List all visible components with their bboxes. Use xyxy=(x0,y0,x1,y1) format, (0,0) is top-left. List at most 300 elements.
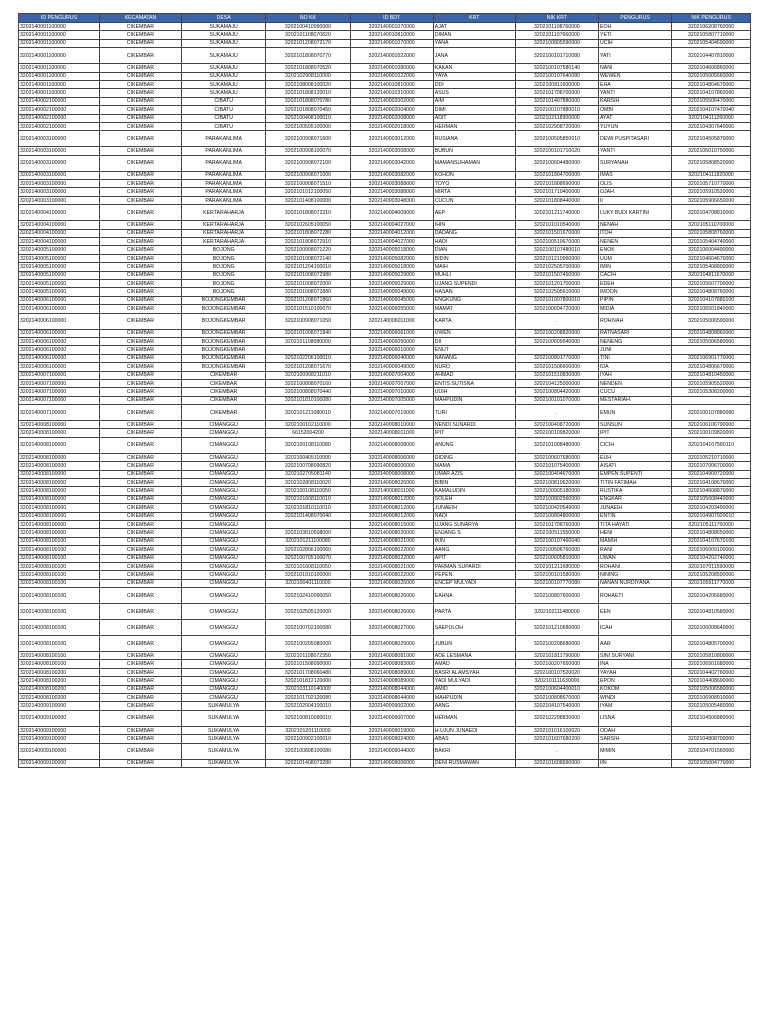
cell-no-kk: 3202101008072980 xyxy=(266,271,350,279)
cell-id-bdt: 3202140003008000 xyxy=(350,147,433,155)
cell-kecamatan: CIKEMBAR xyxy=(99,554,181,562)
cell-desa: CIMANGGU xyxy=(182,437,266,453)
cell-nik-pengurus: 3202104203490000 xyxy=(672,504,751,512)
cell-pengurus: YUYUN xyxy=(598,122,671,130)
cell-pengurus: LUKY BUDI KARTINI xyxy=(598,205,671,221)
cell-id-bdt: 3202140005082000 xyxy=(350,254,433,262)
table-row xyxy=(19,405,751,421)
cell-krt: MAMANSUHAMAN xyxy=(433,155,515,171)
cell-id-pengurus: 3202140008100000 xyxy=(19,479,100,487)
pengurus-table xyxy=(18,13,751,768)
cell-nik-pengurus: 3202105308200000 xyxy=(672,388,751,396)
cell-nik-pengurus: 3202104506880000 xyxy=(672,710,751,726)
table-row xyxy=(19,429,751,437)
cell-desa: BOJONG xyxy=(182,271,266,279)
table-row xyxy=(19,122,751,130)
cell-krt: JUNAEIH xyxy=(433,504,515,512)
cell-nik-krt: 3202100107770080 xyxy=(515,579,598,587)
cell-id-pengurus: 3202140003100000 xyxy=(19,171,100,179)
cell-id-pengurus: 3202140008100100 xyxy=(19,562,100,570)
cell-no-kk: 3202100908100070 xyxy=(266,147,350,155)
cell-nik-pengurus: 3202105005480000 xyxy=(672,702,751,710)
cell-nik-krt: 3202100804800000 xyxy=(515,512,598,520)
table-row xyxy=(19,89,751,97)
cell-krt: HADI xyxy=(433,238,515,246)
cell-id-pengurus: 3202140008100000 xyxy=(19,437,100,453)
cell-krt: UJANG SUPENDI xyxy=(433,279,515,287)
cell-no-kk: 3202100708090820 xyxy=(266,462,350,470)
cell-id-bdt: 3202140008006000 xyxy=(350,453,433,461)
cell-id-pengurus: 3202140002100000 xyxy=(19,114,100,122)
cell-no-kk: 3202102908110000 xyxy=(266,72,350,80)
cell-id-pengurus: 3202140008100000 xyxy=(19,529,100,537)
cell-no-kk: 3202100808100080 xyxy=(266,743,350,759)
cell-id-bdt: 3202140007010000 xyxy=(350,388,433,396)
cell-kecamatan: CIKEMBAR xyxy=(99,39,181,47)
table-row xyxy=(19,363,751,371)
cell-krt: ENUT xyxy=(433,346,515,354)
table-row xyxy=(19,106,751,114)
cell-desa: BOJONG xyxy=(182,288,266,296)
cell-krt: ENGKUNG xyxy=(433,296,515,304)
cell-id-bdt: 3202140010310000 xyxy=(350,89,433,97)
cell-kecamatan: CIKEMBAR xyxy=(99,329,181,337)
cell-id-pengurus: 3202140008100100 xyxy=(19,620,100,636)
cell-nik-krt: 3202100604400010 xyxy=(515,685,598,693)
cell-pengurus: AAR xyxy=(598,636,671,652)
cell-no-kk: 3202101408072280 xyxy=(266,759,350,767)
cell-id-pengurus: 3202140006100000 xyxy=(19,354,100,362)
cell-kecamatan: CIKEMBAR xyxy=(99,238,181,246)
cell-nik-pengurus: 3202106501680000 xyxy=(672,660,751,668)
cell-id-bdt: 3202140007007000 xyxy=(350,379,433,387)
cell-krt: EAHNA xyxy=(433,588,515,604)
cell-krt: NANANG xyxy=(433,354,515,362)
cell-nik-pengurus: 3202104805700000 xyxy=(672,636,751,652)
cell-desa: SUKAMAJU xyxy=(182,80,266,88)
cell-nik-krt: 3202100107580140 xyxy=(515,64,598,72)
table-row xyxy=(19,39,751,47)
cell-nik-pengurus: 3202106208760000 xyxy=(672,23,751,31)
cell-id-pengurus: 3202140008100200 xyxy=(19,677,100,685)
cell-nik-pengurus: 3202105506470000 xyxy=(672,97,751,105)
cell-nik-pengurus: 3202105608440000 xyxy=(672,495,751,503)
cell-no-kk: 3202100705100070 xyxy=(266,554,350,562)
cell-pengurus: NANI xyxy=(598,64,671,72)
cell-pengurus: II xyxy=(598,196,671,204)
table-row xyxy=(19,620,751,636)
cell-desa: CIMANGGU xyxy=(182,652,266,660)
cell-kecamatan: CIKEMBAR xyxy=(99,453,181,461)
cell-krt: MAMAT xyxy=(433,305,515,313)
cell-krt: HASAN xyxy=(433,288,515,296)
cell-nik-pengurus: 3202104909720000 xyxy=(672,470,751,478)
cell-no-kk: 3202100908072100 xyxy=(266,155,350,171)
cell-id-bdt: 3202140002018000 xyxy=(350,122,433,130)
cell-desa: SUKAMAJU xyxy=(182,64,266,72)
cell-no-kk: 3202100410090000 xyxy=(266,23,350,31)
cell-nik-krt: 3202101608690000 xyxy=(515,759,598,767)
cell-krt: AANG xyxy=(433,546,515,554)
header-row xyxy=(19,14,751,23)
cell-nik-pengurus: 3202104206680000 xyxy=(672,588,751,604)
table-row xyxy=(19,305,751,313)
cell-pengurus: CACIH xyxy=(598,271,671,279)
cell-kecamatan: CIKEMBAR xyxy=(99,48,181,64)
cell-kecamatan: CIKEMBAR xyxy=(99,546,181,554)
cell-id-pengurus: 3202140008100100 xyxy=(19,588,100,604)
cell-id-pengurus: 3202140001100000 xyxy=(19,39,100,47)
cell-pengurus: HENI xyxy=(598,529,671,537)
cell-kecamatan: CIKEMBAR xyxy=(99,246,181,254)
cell-id-pengurus: 3202140002100000 xyxy=(19,97,100,105)
cell-kecamatan: CIKEMBAR xyxy=(99,337,181,345)
cell-pengurus: YAYAH xyxy=(598,668,671,676)
cell-nik-pengurus: 3202104202740000 xyxy=(672,554,751,562)
cell-desa: CIMANGGU xyxy=(182,685,266,693)
table-row xyxy=(19,263,751,271)
cell-desa: BOJONGKEMBAR xyxy=(182,337,266,345)
cell-id-pengurus: 3202140009100000 xyxy=(19,702,100,710)
cell-nik-krt: 3202100609540000 xyxy=(515,337,598,345)
cell-no-kk: 3202101008072000 xyxy=(266,279,350,287)
cell-id-pengurus: 3202140008100000 xyxy=(19,470,100,478)
cell-nik-pengurus: 3202105210710000 xyxy=(672,453,751,461)
cell-id-bdt: 3202140008029000 xyxy=(350,636,433,652)
table-row xyxy=(19,48,751,64)
cell-id-pengurus: 3202140008100000 xyxy=(19,504,100,512)
table-row xyxy=(19,421,751,429)
cell-no-kk: 3202101808120010 xyxy=(266,89,350,97)
cell-id-bdt: 3202140001022000 xyxy=(350,72,433,80)
cell-nik-pengurus xyxy=(672,396,751,404)
cell-nik-krt: 3202100810620000 xyxy=(515,479,598,487)
cell-id-bdt: 3202140003048000 xyxy=(350,196,433,204)
cell-no-kk: 3202101211100080 xyxy=(266,537,350,545)
cell-nik-pengurus: 3202104808700000 xyxy=(672,735,751,743)
cell-nik-krt: 3202100607680000 xyxy=(515,453,598,461)
cell-desa: CIMANGGU xyxy=(182,546,266,554)
table-row xyxy=(19,685,751,693)
cell-no-kk: 3202102505120000 xyxy=(266,604,350,620)
cell-desa: CIMANGGU xyxy=(182,470,266,478)
cell-nik-krt: 3202102111480000 xyxy=(515,604,598,620)
table-row xyxy=(19,479,751,487)
cell-kecamatan: CIKEMBAR xyxy=(99,288,181,296)
cell-no-kk: 3202101408070040 xyxy=(266,512,350,520)
cell-no-kk: 3202100808070160 xyxy=(266,379,350,387)
cell-pengurus: TITIN FATIMAH xyxy=(598,479,671,487)
cell-no-kk: 3202108008100020 xyxy=(266,80,350,88)
cell-pengurus: KOKOM xyxy=(598,685,671,693)
cell-pengurus: MIMIN xyxy=(598,743,671,759)
cell-desa: CIMANGGU xyxy=(182,668,266,676)
cell-nik-pengurus: 3202100109820000 xyxy=(672,429,751,437)
cell-desa: CIMANGGU xyxy=(182,453,266,461)
cell-nik-pengurus: 3202105810800000 xyxy=(672,652,751,660)
cell-id-bdt: 3202140008011000 xyxy=(350,429,433,437)
cell-nik-krt: 3202101007800010 xyxy=(515,296,598,304)
cell-id-bdt: 3202140008026000 xyxy=(350,588,433,604)
cell-krt: UWEN xyxy=(433,329,515,337)
cell-nik-pengurus: 3202106008640000 xyxy=(672,620,751,636)
cell-id-bdt: 3202140007004000 xyxy=(350,371,433,379)
cell-desa: CIMANGGU xyxy=(182,620,266,636)
cell-krt: DIDING xyxy=(433,453,515,461)
cell-desa: SUKAMULYA xyxy=(182,710,266,726)
cell-nik-krt: 3202101808690000 xyxy=(515,180,598,188)
cell-no-kk: 3202103110140000 xyxy=(266,685,350,693)
cell-id-pengurus: 3202140004100000 xyxy=(19,238,100,246)
cell-id-bdt: 3202140003082000 xyxy=(350,171,433,179)
cell-id-bdt: 3202140010810000 xyxy=(350,80,433,88)
cell-id-pengurus: 3202140005100000 xyxy=(19,246,100,254)
cell-id-pengurus: 3202140001100000 xyxy=(19,48,100,64)
table-row xyxy=(19,668,751,676)
cell-nik-krt: 3202100408720000 xyxy=(515,421,598,429)
cell-id-bdt: 3202140008022000 xyxy=(350,546,433,554)
cell-pengurus: IMIN xyxy=(598,263,671,271)
cell-krt: MAHPUDIN xyxy=(433,694,515,702)
cell-id-bdt: 3202140008011000 xyxy=(350,487,433,495)
cell-kecamatan: CIKEMBAR xyxy=(99,23,181,31)
cell-nik-krt: 3202102208830000 xyxy=(515,710,598,726)
cell-pengurus: IYAM xyxy=(598,702,671,710)
cell-kecamatan: CIKEMBAR xyxy=(99,155,181,171)
cell-kecamatan: CIKEMBAR xyxy=(99,379,181,387)
cell-nik-pengurus: 3202105906650000 xyxy=(672,196,751,204)
cell-kecamatan: CIKEMBAR xyxy=(99,759,181,767)
cell-desa: SUKAMAJU xyxy=(182,48,266,64)
cell-desa: CIMANGGU xyxy=(182,660,266,668)
cell-kecamatan: CIKEMBAR xyxy=(99,363,181,371)
cell-pengurus: WEWEN xyxy=(598,72,671,80)
cell-krt: ENJANG S xyxy=(433,529,515,537)
cell-pengurus: ENOK xyxy=(598,246,671,254)
cell-krt: ADE LESMANA xyxy=(433,652,515,660)
cell-desa: BOJONG xyxy=(182,263,266,271)
cell-id-bdt: 3202140008008000 xyxy=(350,470,433,478)
cell-id-bdt: 3202140006055000 xyxy=(350,305,433,313)
table-row xyxy=(19,114,751,122)
cell-no-kk: 3202101808072910 xyxy=(266,238,350,246)
cell-nik-krt: 3202100404670000 xyxy=(515,470,598,478)
cell-no-kk: 3202100908071000 xyxy=(266,171,350,179)
cell-no-kk: 3202100505100000 xyxy=(266,122,350,130)
cell-nik-pengurus: 3202104307640000 xyxy=(672,122,751,130)
cell-id-pengurus: 3202140009100000 xyxy=(19,735,100,743)
table-row xyxy=(19,337,751,345)
cell-nik-pengurus: 3202104107880100 xyxy=(672,296,751,304)
cell-pengurus: EMUN xyxy=(598,405,671,421)
cell-nik-pengurus: 3202104804670000 xyxy=(672,80,751,88)
cell-id-bdt: 3202140002002000 xyxy=(350,97,433,105)
cell-desa: BOJONGKEMBAR xyxy=(182,354,266,362)
cell-id-pengurus: 3202140008100100 xyxy=(19,554,100,562)
cell-nik-pengurus: 3202104107580110 xyxy=(672,437,751,453)
cell-id-pengurus: 3202140005100000 xyxy=(19,279,100,287)
table-row xyxy=(19,726,751,734)
cell-id-bdt: 3202140008044000 xyxy=(350,685,433,693)
header-kecamatan: KECAMATAN xyxy=(99,14,181,23)
cell-id-bdt: 3202140005029000 xyxy=(350,271,433,279)
table-row xyxy=(19,702,751,710)
data-sheet xyxy=(18,13,751,768)
cell-nik-krt: 3202100807600000 xyxy=(515,588,598,604)
cell-id-bdt: 3202140001080000 xyxy=(350,64,433,72)
cell-kecamatan: CIKEMBAR xyxy=(99,660,181,668)
cell-id-bdt: 3202140006049000 xyxy=(350,363,433,371)
cell-id-bdt: 3202140003088000 xyxy=(350,188,433,196)
cell-nik-krt: 3202100107480010 xyxy=(515,246,598,254)
cell-no-kk: 3202101910100000 xyxy=(266,571,350,579)
cell-desa: CIBATU xyxy=(182,122,266,130)
cell-krt: PEPEN xyxy=(433,571,515,579)
cell-pengurus: NENAH xyxy=(598,221,671,229)
cell-id-pengurus: 3202140004100000 xyxy=(19,221,100,229)
cell-nik-pengurus: 3202104111260000 xyxy=(672,114,751,122)
cell-desa: CIMANGGU xyxy=(182,604,266,620)
cell-krt: APIT xyxy=(433,554,515,562)
cell-nik-krt: 3202101008480000 xyxy=(515,437,598,453)
cell-no-kk: 3202101808070780 xyxy=(266,97,350,105)
table-row xyxy=(19,652,751,660)
cell-krt: H.UJUN JUNAEDI xyxy=(433,726,515,734)
cell-pengurus: YETI xyxy=(598,31,671,39)
cell-nik-pengurus: 3202104810580000 xyxy=(672,604,751,620)
cell-nik-krt: 3202101708700000 xyxy=(515,89,598,97)
cell-no-kk xyxy=(266,346,350,354)
cell-desa: BOJONGKEMBAR xyxy=(182,329,266,337)
cell-id-bdt: 3202140008083000 xyxy=(350,660,433,668)
cell-pengurus: MESTARIAH xyxy=(598,396,671,404)
cell-id-pengurus: 3202140001100000 xyxy=(19,64,100,72)
cell-krt: AJAT xyxy=(433,23,515,31)
cell-id-pengurus: 3202140001100000 xyxy=(19,80,100,88)
table-row xyxy=(19,205,751,221)
cell-id-pengurus: 3202140003100000 xyxy=(19,147,100,155)
cell-nik-pengurus: 3202104107670100 xyxy=(672,537,751,545)
cell-desa: CIMANGGU xyxy=(182,421,266,429)
table-row xyxy=(19,379,751,387)
cell-id-pengurus: 3202140005100000 xyxy=(19,263,100,271)
cell-no-kk: 3202102605100050 xyxy=(266,221,350,229)
cell-desa: CIMANGGU xyxy=(182,554,266,562)
cell-no-kk: 3202101208072170 xyxy=(266,39,350,47)
cell-desa: BOJONGKEMBAR xyxy=(182,313,266,329)
cell-nik-pengurus: 3202104808760000 xyxy=(672,288,751,296)
cell-pengurus: JUNI xyxy=(598,346,671,354)
cell-id-pengurus: 3202140008100000 xyxy=(19,520,100,528)
cell-nik-krt: 3202101201700000 xyxy=(515,279,598,287)
table-row xyxy=(19,396,751,404)
table-row xyxy=(19,23,751,31)
cell-nik-krt: 3202100804420000 xyxy=(515,388,598,396)
cell-desa: SUKAMULYA xyxy=(182,743,266,759)
cell-no-kk: 3202100401110000 xyxy=(266,579,350,587)
cell-nik-krt: 3202101507450000 xyxy=(515,271,598,279)
cell-kecamatan: CIKEMBAR xyxy=(99,263,181,271)
cell-krt: RUSIANA xyxy=(433,131,515,147)
cell-id-bdt: 3202140008012000 xyxy=(350,512,433,520)
cell-nik-pengurus: 3202104811670000 xyxy=(672,271,751,279)
cell-krt: ENCEP MULYADI xyxy=(433,579,515,587)
cell-nik-krt: 3202100802560000 xyxy=(515,495,598,503)
cell-no-kk: 3202101810100080 xyxy=(266,396,350,404)
cell-nik-krt: 3202101607680200 xyxy=(515,735,598,743)
cell-id-bdt: 3202140005018000 xyxy=(350,263,433,271)
table-row xyxy=(19,254,751,262)
cell-id-bdt: 3202140004012000 xyxy=(350,229,433,237)
cell-krt: AIM xyxy=(433,97,515,105)
cell-kecamatan: CIKEMBAR xyxy=(99,702,181,710)
cell-pengurus: ROHIVAH xyxy=(598,313,671,329)
table-row xyxy=(19,196,751,204)
cell-nik-pengurus: 3202104408690000 xyxy=(672,677,751,685)
cell-kecamatan: CIKEMBAR xyxy=(99,205,181,221)
cell-pengurus: LISNA xyxy=(598,710,671,726)
cell-no-kk: 3202101008072880 xyxy=(266,288,350,296)
cell-pengurus: ROHANI xyxy=(598,562,671,570)
cell-nik-pengurus: 3202105808760000 xyxy=(672,229,751,237)
cell-id-bdt: 3202140008010000 xyxy=(350,421,433,429)
cell-pengurus: EPON xyxy=(598,677,671,685)
cell-id-pengurus: 3202140008100200 xyxy=(19,668,100,676)
cell-nik-krt: . xyxy=(515,743,598,759)
table-row xyxy=(19,72,751,80)
cell-kecamatan: CIKEMBAR xyxy=(99,346,181,354)
cell-nik-krt: 3202100107880010 xyxy=(515,106,598,114)
cell-no-kk: 3202102004100010 xyxy=(266,702,350,710)
cell-krt: KAMALUDIN xyxy=(433,487,515,495)
cell-no-kk: 3202101408100000 xyxy=(266,196,350,204)
cell-krt: DADANG xyxy=(433,229,515,237)
cell-krt: SOLEH xyxy=(433,495,515,503)
cell-krt: ASUS xyxy=(433,89,515,97)
cell-nik-pengurus: 3202104810450000 xyxy=(672,371,751,379)
cell-nik-pengurus: 3202104608870000 xyxy=(672,487,751,495)
table-row xyxy=(19,636,751,652)
cell-kecamatan: CIKEMBAR xyxy=(99,710,181,726)
cell-krt: DIMAN xyxy=(433,31,515,39)
cell-krt: NADI xyxy=(433,512,515,520)
cell-nik-pengurus: 3202105004770000 xyxy=(672,759,751,767)
cell-pengurus: ENTIN xyxy=(598,512,671,520)
cell-pengurus: RUSTIKA xyxy=(598,487,671,495)
cell-nik-pengurus: 3202104407810000 xyxy=(672,48,751,64)
cell-pengurus: DEWI PUSPITASARI xyxy=(598,131,671,147)
cell-nik-pengurus: 3202105110700000 xyxy=(672,221,751,229)
cell-nik-krt: 3202100905180000 xyxy=(515,487,598,495)
header-nik-krt: NIK KRT xyxy=(515,14,598,23)
cell-desa: BOJONGKEMBAR xyxy=(182,305,266,313)
cell-krt: IKIN xyxy=(433,537,515,545)
cell-desa: SUKAMULYA xyxy=(182,726,266,734)
cell-nik-pengurus: 3202104108670000 xyxy=(672,479,751,487)
cell-krt: ADIT xyxy=(433,114,515,122)
cell-id-bdt: 3202140001070000 xyxy=(350,39,433,47)
table-row xyxy=(19,529,751,537)
cell-pengurus: JUNAEIH xyxy=(598,504,671,512)
cell-nik-pengurus: 3202105404690000 xyxy=(672,39,751,47)
table-row xyxy=(19,694,751,702)
cell-id-pengurus: 3202140001100000 xyxy=(19,31,100,39)
cell-no-kk: 66152004200 xyxy=(266,429,350,437)
cell-no-kk: 3202101702120080 xyxy=(266,694,350,702)
cell-id-pengurus: 3202140006100000 xyxy=(19,313,100,329)
cell-pengurus: IPIT xyxy=(598,429,671,437)
table-row xyxy=(19,677,751,685)
